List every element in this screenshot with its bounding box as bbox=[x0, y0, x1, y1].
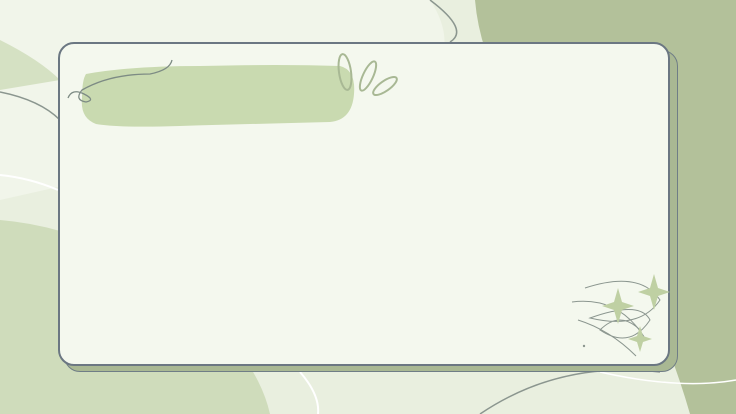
content-card bbox=[58, 42, 670, 366]
